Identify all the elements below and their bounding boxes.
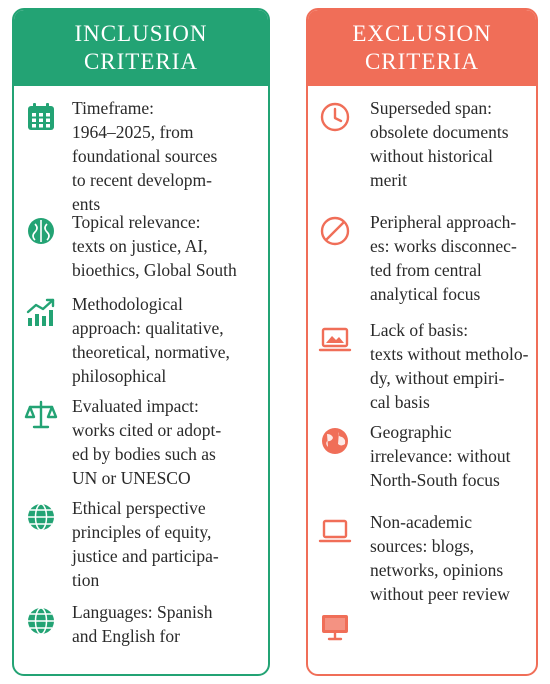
inclusion-item-line: theoretical, normative,	[72, 342, 230, 362]
earth-icon	[318, 424, 352, 458]
inclusion-item-line: and English for	[72, 626, 180, 646]
inclusion-item-line: UN or UNESCO	[72, 468, 191, 488]
exclusion-item-line: without peer review	[370, 584, 510, 604]
clock-icon	[318, 100, 352, 134]
exclusion-item-line: without historical	[370, 146, 493, 166]
exclusion-item-line: dy, without empiri-	[370, 368, 505, 388]
brain-icon	[24, 214, 58, 248]
exclusion-item-line: Non-academic	[370, 512, 473, 532]
exclusion-header	[308, 10, 536, 86]
inclusion-item-text	[72, 496, 219, 592]
exclusion-item-line: ted from central	[370, 260, 482, 280]
exclusion-title-line-2: CRITERIA	[364, 49, 480, 74]
inclusion-item-line: Timeframe:	[72, 98, 154, 118]
inclusion-item-line: approach: qualitative,	[72, 318, 224, 338]
exclusion-item-text	[370, 420, 510, 492]
globe-icon	[24, 500, 58, 534]
laptop-image-icon	[318, 322, 352, 356]
exclusion-item-line: cal basis	[370, 392, 430, 412]
exclusion-panel	[306, 8, 538, 676]
exclusion-item-text	[370, 96, 509, 192]
monitor-icon	[318, 610, 352, 644]
inclusion-item-line: Evaluated impact:	[72, 396, 199, 416]
exclusion-item-line: irrelevance: without	[370, 446, 511, 466]
inclusion-item-line: tion	[72, 570, 100, 590]
inclusion-item-line: ents	[72, 194, 101, 214]
inclusion-item-line: Topical relevance:	[72, 212, 201, 232]
inclusion-item-line: justice and participa-	[72, 546, 219, 566]
exclusion-item-line: sources: blogs,	[370, 536, 475, 556]
laptop-icon	[318, 514, 352, 548]
inclusion-item-line: works cited or adopt-	[72, 420, 222, 440]
scales-icon	[24, 398, 58, 432]
exclusion-item-line: North-South focus	[370, 470, 500, 490]
exclusion-item-line: Superseded span:	[370, 98, 492, 118]
exclusion-item-text	[370, 210, 517, 306]
inclusion-item-line: Methodological	[72, 294, 183, 314]
inclusion-item-line: to recent developm-	[72, 170, 212, 190]
exclusion-item-text	[370, 510, 510, 606]
exclusion-item-line: analytical focus	[370, 284, 481, 304]
exclusion-title-line-1: EXCLUSION	[352, 21, 492, 46]
globe-icon	[24, 604, 58, 638]
inclusion-panel	[12, 8, 270, 676]
inclusion-item-line: Languages: Spanish	[72, 602, 213, 622]
inclusion-item-text	[72, 600, 212, 648]
inclusion-title-line-2: CRITERIA	[83, 49, 199, 74]
inclusion-header	[14, 10, 268, 86]
exclusion-item-text	[370, 318, 528, 414]
calendar-icon	[24, 100, 58, 134]
exclusion-item-line: Lack of basis:	[370, 320, 469, 340]
prohibited-icon	[318, 214, 352, 248]
inclusion-item-line: philosophical	[72, 366, 167, 386]
inclusion-item-line: ed by bodies such as	[72, 444, 216, 464]
exclusion-item-line: obsolete documents	[370, 122, 509, 142]
inclusion-item-text	[72, 210, 237, 282]
exclusion-item-line: texts without metholo-	[370, 344, 529, 364]
inclusion-item-text	[72, 292, 230, 388]
exclusion-item-line: Geographic	[370, 422, 452, 442]
exclusion-item-line: Peripheral approach-	[370, 212, 517, 232]
inclusion-item-text	[72, 96, 217, 216]
inclusion-item-text	[72, 394, 221, 490]
inclusion-item-line: 1964–2025, from	[72, 122, 194, 142]
inclusion-item-line: texts on justice, AI,	[72, 236, 208, 256]
inclusion-item-line: foundational sources	[72, 146, 218, 166]
inclusion-item-line: Ethical perspective	[72, 498, 206, 518]
inclusion-item-line: principles of equity,	[72, 522, 212, 542]
inclusion-title-line-1: INCLUSION	[74, 21, 208, 46]
exclusion-item-line: merit	[370, 170, 407, 190]
exclusion-item-line: es: works disconnec-	[370, 236, 517, 256]
growth-chart-icon	[24, 296, 58, 330]
inclusion-item-line: bioethics, Global South	[72, 260, 237, 280]
exclusion-item-line: networks, opinions	[370, 560, 504, 580]
